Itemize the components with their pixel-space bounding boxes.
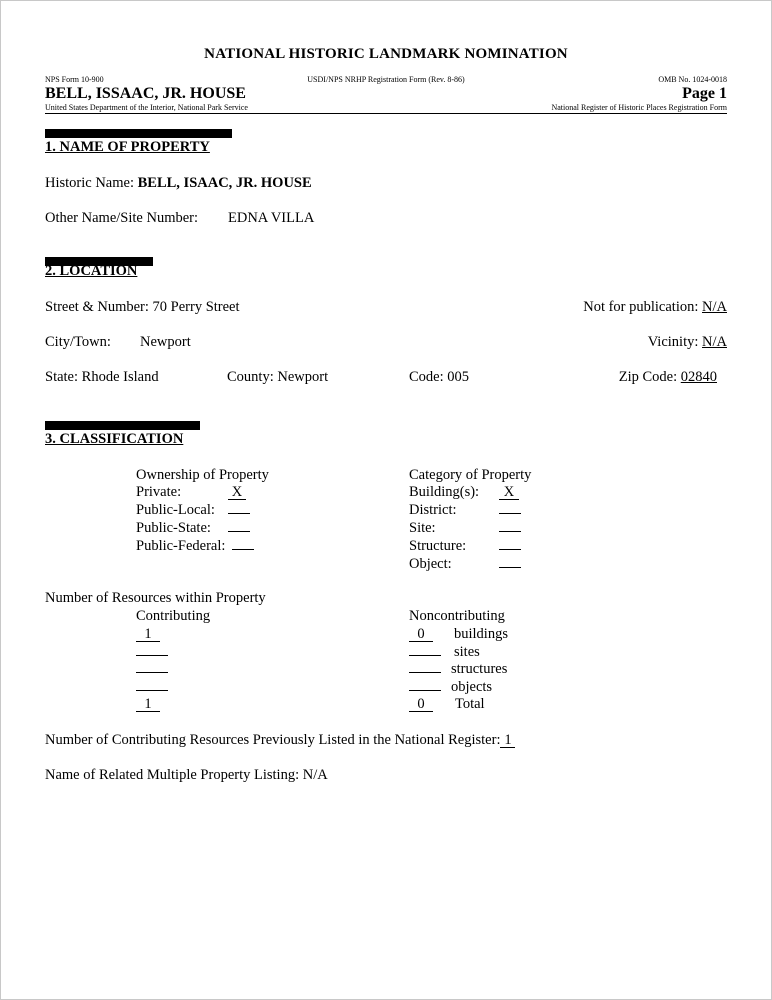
county-label: County: xyxy=(227,369,274,385)
ownership-heading: Ownership of Property xyxy=(136,467,269,483)
section3-bar xyxy=(45,421,200,430)
ownership-public-local-label: Public-Local: xyxy=(136,502,215,518)
historic-name-row xyxy=(45,175,312,192)
city-value: Newport xyxy=(140,334,191,350)
document-title: NATIONAL HISTORIC LANDMARK NOMINATION xyxy=(204,46,568,62)
state-row xyxy=(45,369,159,386)
noncontributing-total: 0 xyxy=(409,697,433,712)
zip-value: 02840 xyxy=(680,369,717,385)
zip-label: Zip Code: xyxy=(618,369,678,385)
department-label: United States Department of the Interior, National Park Service xyxy=(45,103,248,112)
noncontributing-objects xyxy=(409,690,441,691)
section1-bar xyxy=(45,129,232,138)
previously-listed-label: Number of Contributing Resources Previously Listed in the National Register: xyxy=(45,732,501,748)
form-name: USDI/NPS NRHP Registration Form (Rev. 8-86) xyxy=(307,75,465,84)
noncontributing-buildings: 0 xyxy=(409,627,433,642)
resources-heading: Number of Resources within Property xyxy=(45,590,266,606)
multiple-listing-label: Name of Related Multiple Property Listing: xyxy=(45,767,300,783)
other-name-label: Other Name/Site Number: xyxy=(45,210,199,226)
contributing-buildings: 1 xyxy=(136,627,160,642)
contributing-objects xyxy=(136,690,168,691)
ownership-private-label: Private: xyxy=(136,484,182,500)
street-label: Street & Number: xyxy=(45,299,149,315)
multiple-listing-row xyxy=(45,767,328,784)
previously-listed-row xyxy=(45,732,515,749)
contributing-total: 1 xyxy=(136,697,160,712)
contributing-sites xyxy=(136,655,168,656)
resource-type-total: Total xyxy=(455,696,485,712)
multiple-listing-value: N/A xyxy=(302,767,328,783)
city-label: City/Town: xyxy=(45,334,111,350)
vicinity-label: Vicinity: xyxy=(647,334,699,350)
previously-listed-value: 1 xyxy=(500,733,515,748)
county-row xyxy=(227,369,328,386)
not-for-publication-value: N/A xyxy=(702,299,727,315)
property-header: BELL, ISSAAC, JR. HOUSE xyxy=(45,85,246,102)
category-district-value xyxy=(499,513,521,514)
vicinity-value: N/A xyxy=(702,334,727,350)
register-label: National Register of Historic Places Registration Form xyxy=(551,103,727,112)
resource-type-structures: structures xyxy=(451,661,508,677)
category-object-label: Object: xyxy=(409,556,452,572)
form-number: NPS Form 10-900 xyxy=(45,75,104,84)
ownership-public-federal-value xyxy=(232,549,254,550)
ownership-public-state-value xyxy=(228,531,250,532)
resource-type-buildings: buildings xyxy=(454,626,508,642)
other-name-value: EDNA VILLA xyxy=(228,210,315,226)
section1-heading: 1. NAME OF PROPERTY xyxy=(45,139,210,155)
ownership-public-state-label: Public-State: xyxy=(136,520,211,536)
street-value: 70 Perry Street xyxy=(152,299,240,315)
street-row xyxy=(45,299,240,316)
contributing-heading: Contributing xyxy=(136,608,211,624)
category-site-value xyxy=(499,531,521,532)
resource-type-sites: sites xyxy=(454,644,480,660)
noncontributing-structures xyxy=(409,672,441,673)
category-building-label: Building(s): xyxy=(409,484,480,500)
header-rule xyxy=(45,113,727,114)
historic-name-label: Historic Name: xyxy=(45,175,134,191)
state-value: Rhode Island xyxy=(81,369,159,385)
code-value: 005 xyxy=(447,369,470,385)
contributing-structures xyxy=(136,672,168,673)
category-object-value xyxy=(499,567,521,568)
category-district-label: District: xyxy=(409,502,457,518)
category-building-value: X xyxy=(499,485,519,500)
section2-heading: 2. LOCATION xyxy=(45,263,138,279)
ownership-private-value: X xyxy=(228,485,246,500)
noncontributing-heading: Noncontributing xyxy=(409,608,505,624)
state-label: State: xyxy=(45,369,79,385)
category-site-label: Site: xyxy=(409,520,436,536)
historic-name-value: BELL, ISAAC, JR. HOUSE xyxy=(137,175,312,191)
resource-type-objects: objects xyxy=(451,679,493,695)
vicinity-row xyxy=(648,334,727,351)
zip-row xyxy=(619,369,717,386)
county-value: Newport xyxy=(277,369,329,385)
category-heading: Category of Property xyxy=(409,467,532,483)
ownership-public-federal-label: Public-Federal: xyxy=(136,538,226,554)
code-row xyxy=(409,369,469,386)
omb-number: OMB No. 1024-0018 xyxy=(658,75,727,84)
page-label: Page 1 xyxy=(682,85,727,102)
noncontributing-sites xyxy=(409,655,441,656)
category-structure-value xyxy=(499,549,521,550)
ownership-public-local-value xyxy=(228,513,250,514)
section3-heading: 3. CLASSIFICATION xyxy=(45,431,184,447)
not-for-publication-label: Not for publication: xyxy=(583,299,699,315)
not-for-publication-row xyxy=(583,299,727,316)
code-label: Code: xyxy=(409,369,444,385)
category-structure-label: Structure: xyxy=(409,538,467,554)
